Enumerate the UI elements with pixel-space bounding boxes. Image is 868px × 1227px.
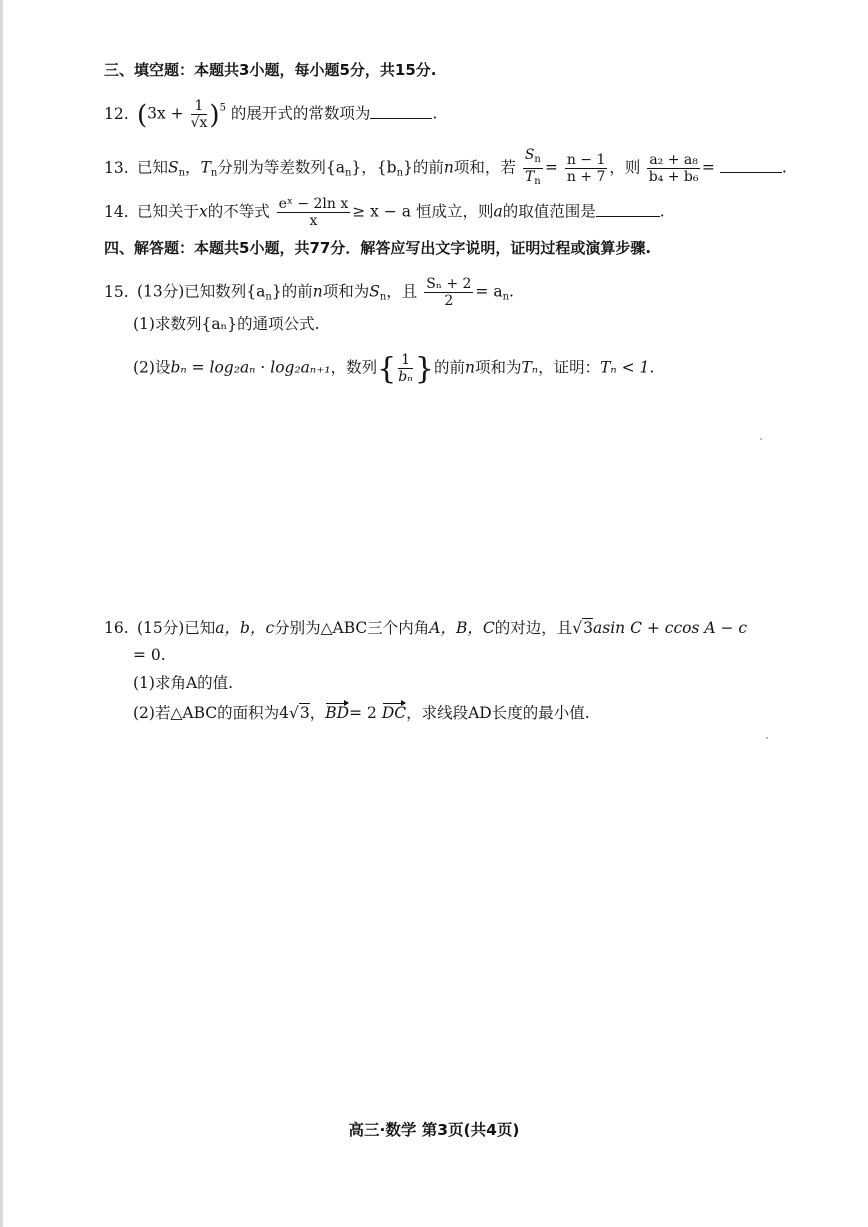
fraction: $\frac{1}{\text{bₙ}}$ <box>398 352 413 385</box>
question-number: 12. <box>104 104 129 123</box>
answer-blank <box>596 202 660 217</box>
vector-bd: BD <box>325 704 350 722</box>
question-16-part-1: (1)求角A的值. <box>133 674 234 692</box>
answer-blank <box>370 104 432 119</box>
scan-edge <box>0 0 3 1227</box>
section-3-heading: 三、填空题：本题共3小题，每小题5分，共15分. <box>104 61 437 79</box>
question-15-part-2: (2)设bₙ = log₂aₙ · log₂aₙ₊₁，数列{ $\frac{1}{\text{bₙ}}$ }的前n项和为Tₙ，证明：Tₙ < 1. <box>133 351 655 387</box>
fraction: $\frac{\text{eˣ − 2ln x}}{x}$ <box>278 196 349 229</box>
question-16: 16. (15分)已知a，b，c分别为△ABC三个内角A，B，C的对边，且√3asin C + ccos A − c <box>104 619 748 637</box>
fraction: $\frac{\text{a₂ + a₈}}{\text{b₄ + b₆}}$ <box>648 152 699 185</box>
scan-speck <box>766 737 768 739</box>
fraction: $\frac{\text{Sₙ + 2}}{2}$ <box>426 276 472 309</box>
question-15-part-1: (1)求数列{aₙ}的通项公式. <box>133 315 320 333</box>
question-16-line-2: = 0. <box>133 646 166 664</box>
answer-blank <box>720 158 782 173</box>
question-number: 13. <box>104 158 129 177</box>
fraction: $\frac{S_n}{T_n}$ <box>524 147 541 187</box>
section-4-heading: 四、解答题：本题共5小题，共77分．解答应写出文字说明，证明过程或演算步骤. <box>104 239 652 257</box>
question-number: 14. <box>104 202 129 221</box>
question-15: 15. (13分)已知数列$\{a_n\}$的前n项和为$S_n$，且 $\frac{\text{Sₙ + 2}}{2}$ = $a_n$. <box>104 276 514 309</box>
question-number: 16. <box>104 619 129 637</box>
question-12: 12. (3x + $\frac{1}{√x}$ )$^5$ 的展开式的常数项为 . <box>104 98 438 131</box>
vector-dc: DC <box>381 704 407 722</box>
fraction: $\frac{n - 1}{n + 7}$ <box>566 152 606 185</box>
fraction: $\frac{1}{√x}$ <box>190 98 208 131</box>
question-13: 13. 已知$S_n$，$T_n$分别为等差数列$\{a_n\}$，$\{b_n\}$的前n项和，若 $\frac{S_n}{T_n}$ = $\frac{n - 1}{n + 7}$ ，则 $\frac{\text{a₂ + a₈}}{\text{b₄ + b₆}}$ = . <box>104 147 787 190</box>
question-14: 14. 已知关于x的不等式 $\frac{\text{eˣ − 2ln x}}{x}$ ≥ x − a 恒成立，则a的取值范围是 . <box>104 196 665 229</box>
page-footer: 高三·数学 第3页(共4页) <box>348 1121 520 1139</box>
question-number: 15. <box>104 282 129 301</box>
question-16-part-2: (2)若△ABC的面积为4√3，BD= 2 DC，求线段AD长度的最小值. <box>133 704 590 722</box>
scan-speck <box>760 438 762 440</box>
